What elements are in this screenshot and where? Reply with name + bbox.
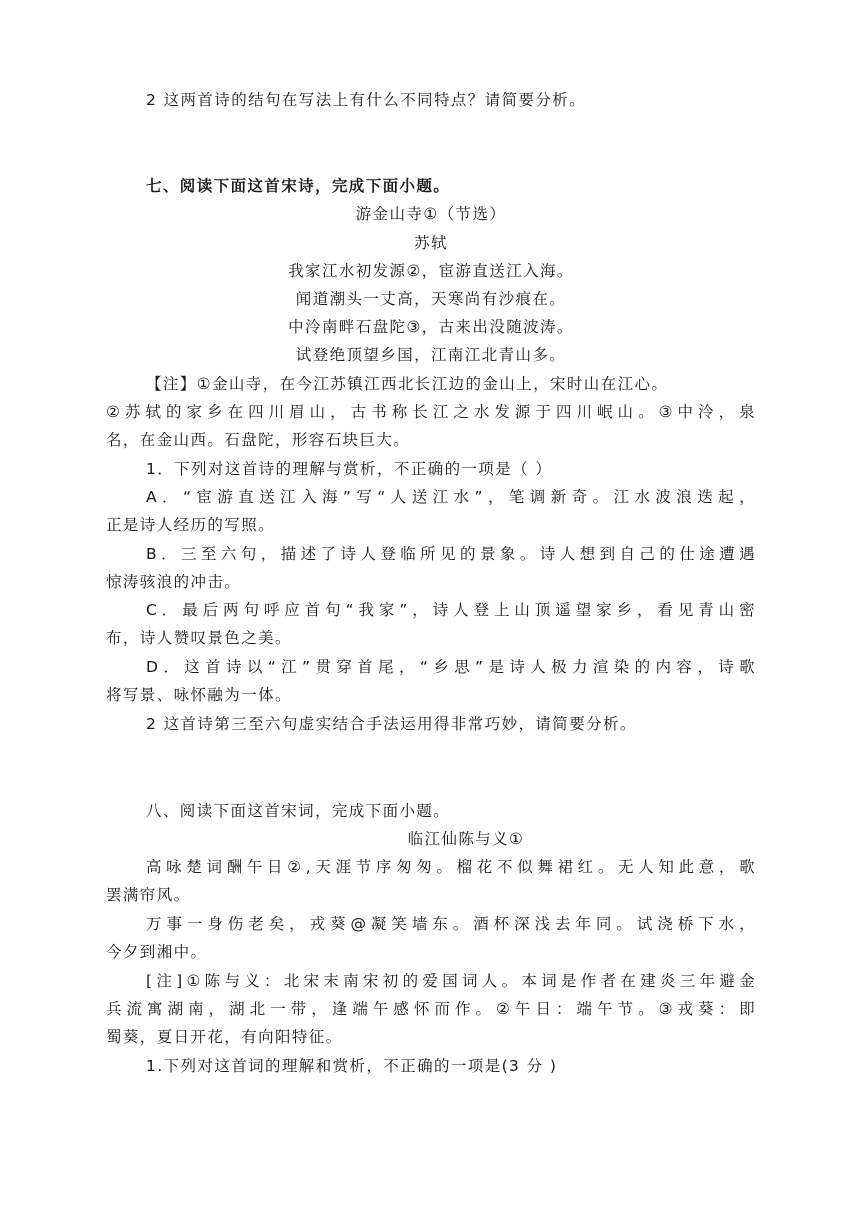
- option-c-line-2: 布，诗人赞叹景色之美。: [106, 629, 292, 647]
- ci-question-1-prompt: 1.下列对这首词的理解和赏析，不正确的一项是(3 分 ): [146, 1057, 558, 1075]
- poem-line-4: 试登绝顶望乡国，江南江北青山多。: [295, 346, 567, 364]
- ci-notes-line-2: 兵流寓湖南，湖北一带，逢端午感怀而作。②午日：端午节。③戎葵：即: [106, 1000, 756, 1018]
- ci-text-line-3: 万事一身伤老矣，戎葵@凝笑墙东。酒杯深浅去年同。试浇桥下水，: [146, 915, 756, 933]
- option-b-line-2: 惊涛骇浪的冲击。: [106, 573, 242, 591]
- poem-notes-line-3: 名，在金山西。石盘陀，形容石块巨大。: [106, 431, 411, 449]
- option-c-line-1: C．最后两句呼应首句“我家”，诗人登上山顶遥望家乡，看见青山密: [146, 601, 756, 619]
- section-8-heading: 八、阅读下面这首宋词，完成下面小题。: [146, 802, 451, 820]
- ci-text-line-2: 罢满帘风。: [106, 886, 191, 904]
- option-a-line-2: 正是诗人经历的写照。: [106, 516, 276, 534]
- option-d-line-2: 将写景、咏怀融为一体。: [106, 686, 292, 704]
- poem-line-2: 闻道潮头一丈高，天寒尚有沙痕在。: [295, 290, 567, 308]
- poem-author: 苏轼: [414, 234, 448, 252]
- ci-notes-line-1: [注]①陈与义：北宋末南宋初的爱国词人。本词是作者在建炎三年避金: [146, 972, 756, 990]
- ci-text-line-1: 高咏楚词酬午日②,天涯节序匆匆。榴花不似舞裙红。无人知此意，歌: [146, 858, 756, 876]
- option-b-line-1: B．三至六句，描述了诗人登临所见的景象。诗人想到自己的仕途遭遇: [146, 545, 756, 563]
- question-2b-prompt: 2 这首诗第三至六句虚实结合手法运用得非常巧妙，请简要分析。: [146, 715, 637, 733]
- poem-line-1: 我家江水初发源②，宦游直送江入海。: [288, 262, 574, 280]
- option-a-line-1: A．“宦游直送江入海”写“人送江水”，笔调新奇。江水波浪迭起，: [146, 488, 756, 506]
- poem-line-3: 中泠南畔石盘陀③，古来出没随波涛。: [288, 318, 574, 336]
- option-d-line-1: D．这首诗以“江”贯穿首尾，“乡思”是诗人极力渲染的内容，诗歌: [146, 658, 756, 676]
- ci-notes-line-3: 蜀葵，夏日开花，有向阳特征。: [106, 1028, 343, 1046]
- ci-title: 临江仙陈与义①: [407, 830, 525, 848]
- poem-title: 游金山寺①（节选）: [355, 205, 507, 223]
- section-7-heading: 七、阅读下面这首宋诗，完成下面小题。: [146, 177, 451, 195]
- question-2-prompt: 2 这两首诗的结句在写法上有什么不同特点？请简要分析。: [146, 91, 587, 109]
- poem-notes-line-2: ②苏轼的家乡在四川眉山，古书称长江之水发源于四川岷山。③中泠，泉: [106, 403, 756, 421]
- ci-text-line-4: 今夕到湘中。: [106, 943, 208, 961]
- question-1-prompt: 1．下列对这首诗的理解与赏析，不正确的一项是（ ）: [146, 460, 553, 478]
- poem-notes-line-1: 【注】①金山寺，在今江苏镇江西北长江边的金山上，宋时山在江心。: [146, 375, 669, 393]
